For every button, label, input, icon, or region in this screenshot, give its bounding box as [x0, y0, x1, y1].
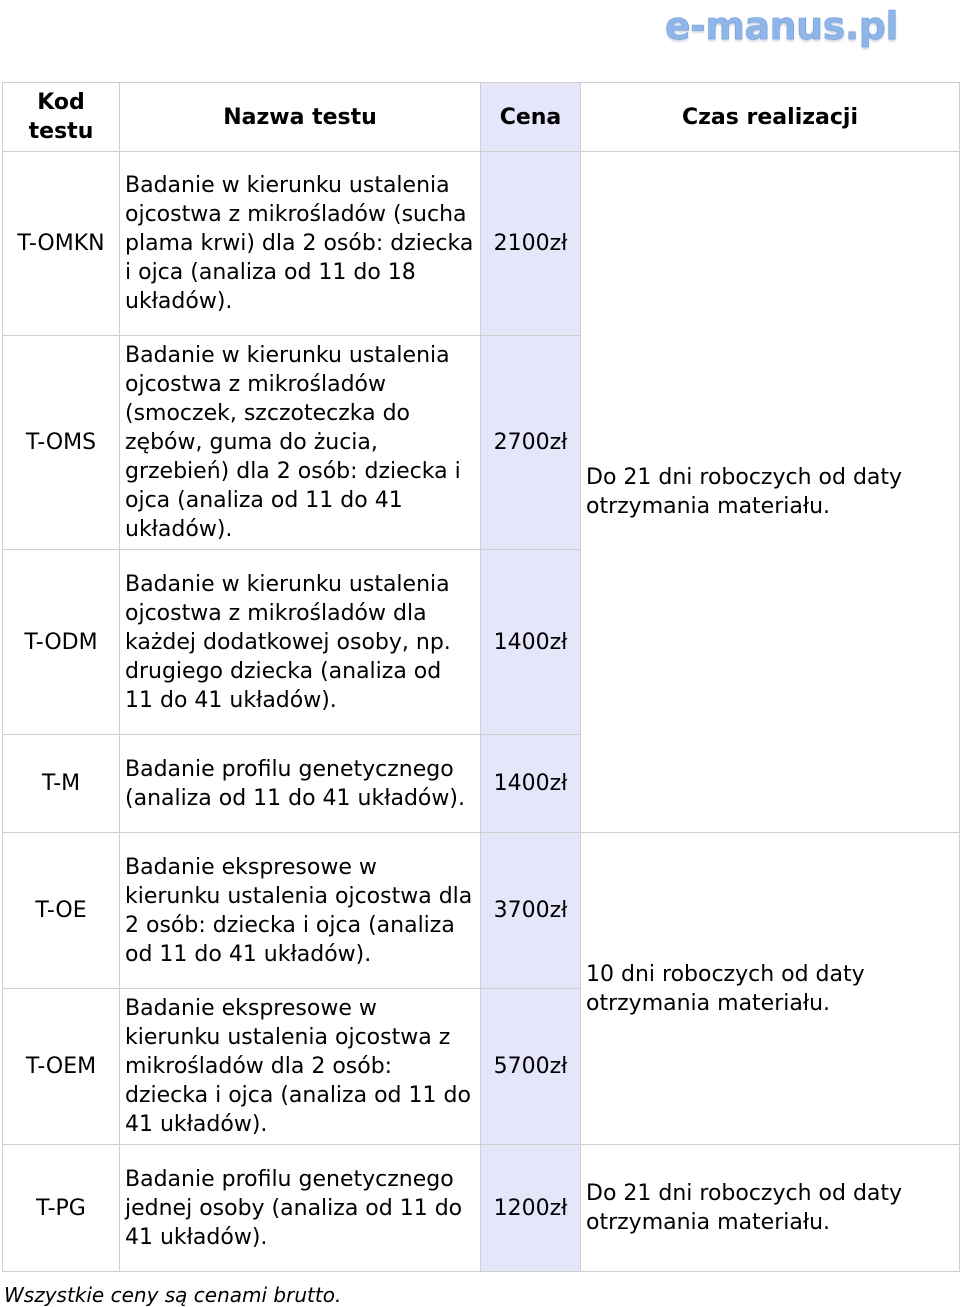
- test-name: Badanie profilu genetycznego (analiza od 11 do 41 układów).: [120, 735, 481, 833]
- test-price: 1200zł: [481, 1145, 581, 1272]
- price-note: Wszystkie ceny są cenami brutto.: [4, 1283, 342, 1307]
- test-price: 5700zł: [481, 989, 581, 1145]
- header-name: Nazwa testu: [120, 83, 481, 152]
- price-table: [2, 82, 960, 1272]
- site-logo[interactable]: e-manus.pl: [664, 4, 898, 48]
- test-name: Badanie w kierunku ustalenia ojcostwa z mikrośladów (smoczek, szczoteczka do zębów, guma do żucia, grzebień) dla 2 osób: dziecka i ojca (analiza od 11 do 41 układów).: [120, 336, 481, 550]
- realization-time: 10 dni roboczych od daty otrzymania materiału.: [581, 833, 960, 1145]
- test-price: 3700zł: [481, 833, 581, 989]
- header-code: Kod testu: [3, 83, 120, 152]
- table-header-row: [3, 83, 960, 152]
- test-code: T-ODM: [3, 550, 120, 735]
- test-code: T-OMS: [3, 336, 120, 550]
- test-name: Badanie ekspresowe w kierunku ustalenia ojcostwa dla 2 osób: dziecka i ojca (analiza od 11 do 41 układów).: [120, 833, 481, 989]
- test-price: 2700zł: [481, 336, 581, 550]
- test-code: T-OE: [3, 833, 120, 989]
- test-code: T-M: [3, 735, 120, 833]
- test-code: T-OMKN: [3, 152, 120, 336]
- test-price: 1400zł: [481, 550, 581, 735]
- test-name: Badanie profilu genetycznego jednej osoby (analiza od 11 do 41 układów).: [120, 1145, 481, 1272]
- test-name: Badanie ekspresowe w kierunku ustalenia ojcostwa z mikrośladów dla 2 osób: dziecka i ojca (analiza od 11 do 41 układów).: [120, 989, 481, 1145]
- test-code: T-PG: [3, 1145, 120, 1272]
- table-row: [3, 1145, 960, 1272]
- table-row: [3, 833, 960, 989]
- realization-time: Do 21 dni roboczych od daty otrzymania materiału.: [581, 1145, 960, 1272]
- realization-time: Do 21 dni roboczych od daty otrzymania materiału.: [581, 152, 960, 833]
- test-price: 2100zł: [481, 152, 581, 336]
- table-row: [3, 152, 960, 336]
- test-name: Badanie w kierunku ustalenia ojcostwa z mikrośladów (sucha plama krwi) dla 2 osób: dziecka i ojca (analiza od 11 do 18 układów).: [120, 152, 481, 336]
- header-price: Cena: [481, 83, 581, 152]
- header-time: Czas realizacji: [581, 83, 960, 152]
- test-code: T-OEM: [3, 989, 120, 1145]
- test-price: 1400zł: [481, 735, 581, 833]
- test-name: Badanie w kierunku ustalenia ojcostwa z mikrośladów dla każdej dodatkowej osoby, np. drugiego dziecka (analiza od 11 do 41 układów).: [120, 550, 481, 735]
